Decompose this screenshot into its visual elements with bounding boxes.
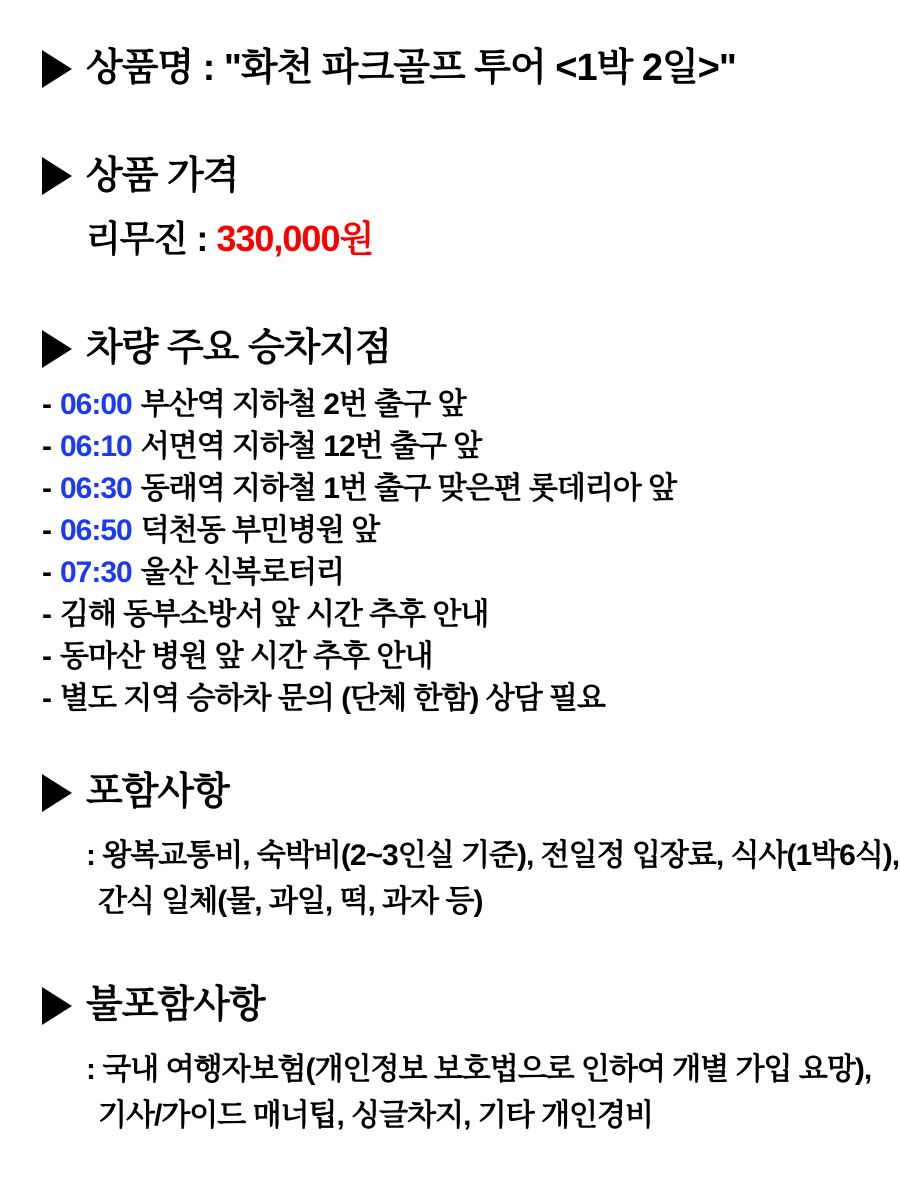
pickup-item [42, 510, 870, 552]
price-heading [42, 154, 870, 200]
pickup-list [42, 384, 870, 720]
pickup-item [42, 552, 870, 594]
pickup-item [42, 468, 870, 510]
pickup-time: 06:10 [60, 429, 132, 463]
section-bullet-icon [42, 330, 72, 368]
pickup-heading [42, 326, 870, 372]
product-name-text: 상품명 : "화천 파크골프 투어 <1박 2일>" [86, 47, 736, 89]
pickup-item [42, 426, 870, 468]
pickup-time: 06:50 [60, 513, 132, 547]
pickup-item [42, 636, 870, 678]
pickup-dash: - [42, 555, 51, 589]
pickup-time: 06:30 [60, 471, 132, 505]
pickup-text: 부산역 지하철 2번 출구 앞 [140, 387, 466, 421]
pickup-text: 동래역 지하철 1번 출구 맞은편 롯데리아 앞 [140, 471, 677, 505]
excluded-line: 기사/가이드 매너팁, 싱글차지, 기타 개인경비 [98, 1098, 653, 1132]
pickup-text: 서면역 지하철 12번 출구 앞 [140, 429, 482, 463]
excluded-heading [42, 983, 870, 1029]
included-line: 간식 일체(물, 과일, 떡, 과자 등) [98, 885, 483, 919]
pickup-item [42, 384, 870, 426]
pickup-dash: - [42, 597, 51, 631]
price-label: 리무진 : [86, 218, 217, 260]
pickup-text: 김해 동부소방서 앞 시간 추후 안내 [60, 597, 489, 631]
pickup-dash: - [42, 513, 51, 547]
pickup-text: 동마산 병원 앞 시간 추후 안내 [60, 639, 433, 673]
pickup-item [42, 594, 870, 636]
section-bullet-icon [42, 50, 72, 88]
section-bullet-icon [42, 987, 72, 1025]
pickup-text: 울산 신복로터리 [140, 555, 344, 589]
pickup-dash: - [42, 639, 51, 673]
price-section [42, 154, 870, 263]
included-line: : 왕복교통비, 숙박비(2~3인실 기준), 전일정 입장료, 식사(1박6식), [86, 839, 900, 873]
excluded-section [42, 983, 870, 1139]
pickup-heading-text: 차량 주요 승차지점 [86, 327, 391, 370]
price-line [86, 211, 870, 262]
pickup-time: 06:00 [60, 387, 132, 421]
section-bullet-icon [42, 157, 72, 195]
price-heading-text: 상품 가격 [86, 154, 239, 197]
price-amount: 330,000원 [216, 218, 374, 260]
pickup-dash: - [42, 681, 51, 715]
included-heading [42, 770, 870, 816]
excluded-line: : 국내 여행자보험(개인정보 보호법으로 인하여 개별 가입 요망), [86, 1052, 872, 1086]
included-heading-text: 포함사항 [86, 770, 229, 813]
included-details [86, 833, 900, 925]
pickup-text: 별도 지역 승하차 문의 (단체 한함) 상담 필요 [60, 681, 605, 715]
pickup-dash: - [42, 387, 51, 421]
pickup-time: 07:30 [60, 555, 132, 589]
pickup-dash: - [42, 471, 51, 505]
section-bullet-icon [42, 774, 72, 812]
pickup-item [42, 678, 870, 720]
product-name-heading [42, 46, 870, 92]
included-section [42, 770, 900, 926]
excluded-details [86, 1047, 870, 1139]
excluded-heading-text: 불포함사항 [86, 984, 265, 1027]
pickup-dash: - [42, 429, 51, 463]
pickup-section [42, 326, 870, 720]
pickup-text: 덕천동 부민병원 앞 [140, 513, 380, 547]
